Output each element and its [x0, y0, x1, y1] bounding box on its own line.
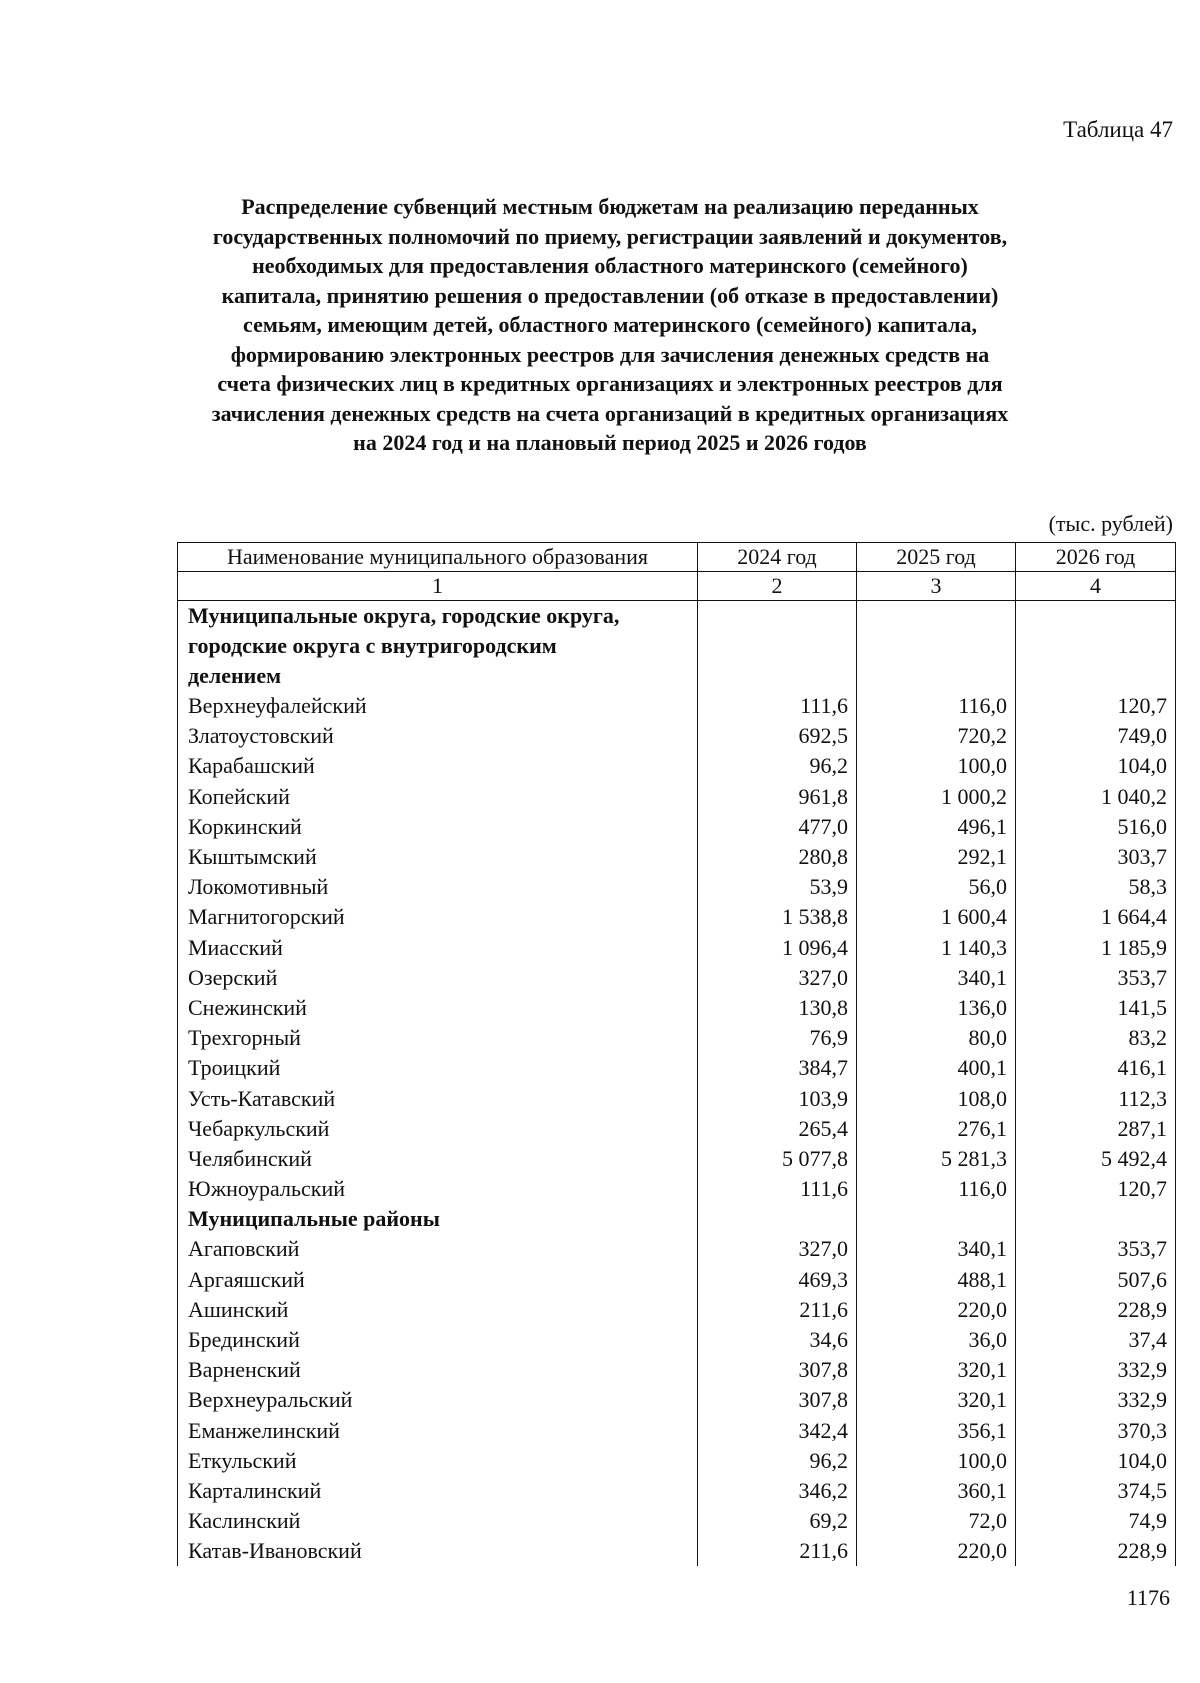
- value-2025: 100,0: [857, 751, 1016, 781]
- table-number: Таблица 47: [1063, 117, 1173, 142]
- table-row: [178, 1506, 1176, 1536]
- value-2024: 111,6: [698, 1174, 857, 1204]
- municipality-name: Миасский: [178, 933, 698, 963]
- municipality-name: Троицкий: [178, 1053, 698, 1083]
- value-2026: 332,9: [1016, 1355, 1176, 1385]
- municipality-name: Чебаркульский: [178, 1114, 698, 1144]
- value-2026: 120,7: [1016, 691, 1176, 721]
- municipality-name: Снежинский: [178, 993, 698, 1023]
- value-2025: 320,1: [857, 1385, 1016, 1415]
- title-line: зачисления денежных средств на счета организаций в кредитных организациях: [211, 400, 1009, 426]
- value-2026: 516,0: [1016, 812, 1176, 842]
- title-line: Распределение субвенций местным бюджетам на реализацию переданных: [241, 194, 979, 219]
- value-2025: 320,1: [857, 1355, 1016, 1385]
- municipality-name: Еманжелинский: [178, 1416, 698, 1446]
- municipality-name: Южноуральский: [178, 1174, 698, 1204]
- value-2025: 400,1: [857, 1053, 1016, 1083]
- value-2026: 303,7: [1016, 842, 1176, 872]
- value-2025: 496,1: [857, 812, 1016, 842]
- table-row: [178, 1325, 1176, 1355]
- value-2025: 108,0: [857, 1083, 1016, 1113]
- value-2025: 720,2: [857, 721, 1016, 751]
- value-2024: 469,3: [698, 1265, 857, 1295]
- table-row: [178, 1083, 1176, 1113]
- empty-cell: [698, 1204, 857, 1234]
- value-2026: 37,4: [1016, 1325, 1176, 1355]
- municipality-name: Златоустовский: [178, 721, 698, 751]
- value-2024: 76,9: [698, 1023, 857, 1053]
- value-2025: 100,0: [857, 1446, 1016, 1476]
- municipality-name: Челябинский: [178, 1144, 698, 1174]
- value-2024: 5 077,8: [698, 1144, 857, 1174]
- value-2025: 276,1: [857, 1114, 1016, 1144]
- municipality-name: Ашинский: [178, 1295, 698, 1325]
- section-row: [178, 601, 1176, 692]
- section-title: Муниципальные районы: [178, 1204, 698, 1234]
- municipality-name: Каслинский: [178, 1506, 698, 1536]
- value-2026: 104,0: [1016, 751, 1176, 781]
- title-line: капитала, принятию решения о предоставлении (об отказе в предоставлении): [221, 282, 999, 308]
- empty-cell: [1016, 601, 1176, 692]
- value-2026: 58,3: [1016, 872, 1176, 902]
- municipality-name: Трехгорный: [178, 1023, 698, 1053]
- value-2025: 220,0: [857, 1295, 1016, 1325]
- table-body: [178, 601, 1176, 1567]
- municipality-name: Усть-Катавский: [178, 1083, 698, 1113]
- value-2025: 356,1: [857, 1416, 1016, 1446]
- value-2025: 292,1: [857, 842, 1016, 872]
- value-2026: 228,9: [1016, 1536, 1176, 1566]
- value-2026: 5 492,4: [1016, 1144, 1176, 1174]
- title-line: счета физических лиц в кредитных организациях и электронных реестров для: [217, 371, 1003, 396]
- value-2024: 34,6: [698, 1325, 857, 1355]
- column-index: 4: [1016, 572, 1176, 601]
- municipality-name: Верхнеуфалейский: [178, 691, 698, 721]
- table-row: [178, 993, 1176, 1023]
- value-2024: 211,6: [698, 1536, 857, 1566]
- value-2025: 56,0: [857, 872, 1016, 902]
- value-2025: 36,0: [857, 1325, 1016, 1355]
- municipality-name: Карабашский: [178, 751, 698, 781]
- value-2025: 340,1: [857, 1234, 1016, 1264]
- value-2026: 120,7: [1016, 1174, 1176, 1204]
- table-row: [178, 1295, 1176, 1325]
- value-2026: 112,3: [1016, 1083, 1176, 1113]
- table-row: [178, 1385, 1176, 1415]
- value-2024: 477,0: [698, 812, 857, 842]
- column-index: 1: [178, 572, 698, 601]
- value-2024: 96,2: [698, 1446, 857, 1476]
- value-2025: 220,0: [857, 1536, 1016, 1566]
- title-line: формированию электронных реестров для зачисления денежных средств на: [230, 341, 990, 367]
- value-2024: 961,8: [698, 782, 857, 812]
- table-row: [178, 691, 1176, 721]
- value-2024: 103,9: [698, 1083, 857, 1113]
- title-line: государственных полномочий по приему, регистрации заявлений и документов,: [212, 223, 1008, 249]
- value-2025: 116,0: [857, 691, 1016, 721]
- value-2026: 332,9: [1016, 1385, 1176, 1415]
- table-row: [178, 782, 1176, 812]
- value-2024: 53,9: [698, 872, 857, 902]
- value-2026: 1 040,2: [1016, 782, 1176, 812]
- value-2024: 111,6: [698, 691, 857, 721]
- value-2024: 692,5: [698, 721, 857, 751]
- table-row: [178, 1053, 1176, 1083]
- value-2025: 80,0: [857, 1023, 1016, 1053]
- value-2026: 370,3: [1016, 1416, 1176, 1446]
- empty-cell: [857, 601, 1016, 692]
- table-row: [178, 933, 1176, 963]
- municipality-name: Катав-Ивановский: [178, 1536, 698, 1566]
- document-title: [170, 192, 1050, 458]
- municipality-name: Кыштымский: [178, 842, 698, 872]
- column-index: 3: [857, 572, 1016, 601]
- municipality-name: Коркинский: [178, 812, 698, 842]
- value-2024: 69,2: [698, 1506, 857, 1536]
- municipality-name: Карталинский: [178, 1476, 698, 1506]
- value-2025: 360,1: [857, 1476, 1016, 1506]
- column-header-2026: 2026 год: [1016, 543, 1176, 572]
- value-2026: 416,1: [1016, 1053, 1176, 1083]
- value-2024: 96,2: [698, 751, 857, 781]
- value-2025: 1 000,2: [857, 782, 1016, 812]
- column-header-2025: 2025 год: [857, 543, 1016, 572]
- page-number: 1176: [1126, 1585, 1170, 1610]
- column-header-2024: 2024 год: [698, 543, 857, 572]
- municipality-name: Магнитогорский: [178, 902, 698, 932]
- table-row: [178, 1174, 1176, 1204]
- table-row: [178, 1114, 1176, 1144]
- section-title: Муниципальные округа, городские округа, городские округа с внутригородским делением: [178, 601, 698, 692]
- table-row: [178, 1536, 1176, 1566]
- value-2024: 280,8: [698, 842, 857, 872]
- value-2024: 342,4: [698, 1416, 857, 1446]
- value-2024: 384,7: [698, 1053, 857, 1083]
- table-row: [178, 1355, 1176, 1385]
- municipality-name: Варненский: [178, 1355, 698, 1385]
- value-2025: 116,0: [857, 1174, 1016, 1204]
- table-row: [178, 963, 1176, 993]
- table-row: [178, 751, 1176, 781]
- column-header-name: Наименование муниципального образования: [178, 543, 698, 572]
- table-row: [178, 902, 1176, 932]
- table-row: [178, 1476, 1176, 1506]
- value-2025: 136,0: [857, 993, 1016, 1023]
- value-2026: 749,0: [1016, 721, 1176, 751]
- table-row: [178, 1234, 1176, 1264]
- value-2024: 211,6: [698, 1295, 857, 1325]
- empty-cell: [698, 601, 857, 692]
- value-2026: 228,9: [1016, 1295, 1176, 1325]
- value-2024: 327,0: [698, 963, 857, 993]
- value-2024: 327,0: [698, 1234, 857, 1264]
- units-label: (тыс. рублей): [1048, 511, 1173, 536]
- table-row: [178, 872, 1176, 902]
- subvention-table: [177, 542, 1176, 1566]
- value-2024: 130,8: [698, 993, 857, 1023]
- value-2025: 72,0: [857, 1506, 1016, 1536]
- title-line: на 2024 год и на плановый период 2025 и 2026 годов: [353, 430, 867, 455]
- table-row: [178, 1265, 1176, 1295]
- value-2026: 1 185,9: [1016, 933, 1176, 963]
- value-2026: 83,2: [1016, 1023, 1176, 1053]
- value-2026: 1 664,4: [1016, 902, 1176, 932]
- value-2025: 5 281,3: [857, 1144, 1016, 1174]
- empty-cell: [857, 1204, 1016, 1234]
- title-line: семьям, имеющим детей, областного материнского (семейного) капитала,: [243, 312, 977, 337]
- table-row: [178, 1144, 1176, 1174]
- table-row: [178, 842, 1176, 872]
- value-2026: 374,5: [1016, 1476, 1176, 1506]
- value-2024: 1 096,4: [698, 933, 857, 963]
- value-2025: 1 140,3: [857, 933, 1016, 963]
- municipality-name: Еткульский: [178, 1446, 698, 1476]
- value-2026: 287,1: [1016, 1114, 1176, 1144]
- value-2026: 507,6: [1016, 1265, 1176, 1295]
- value-2025: 340,1: [857, 963, 1016, 993]
- table-row: [178, 1416, 1176, 1446]
- value-2025: 1 600,4: [857, 902, 1016, 932]
- municipality-name: Локомотивный: [178, 872, 698, 902]
- column-index-row: [178, 572, 1176, 601]
- value-2025: 488,1: [857, 1265, 1016, 1295]
- table-row: [178, 1023, 1176, 1053]
- value-2024: 307,8: [698, 1385, 857, 1415]
- value-2024: 265,4: [698, 1114, 857, 1144]
- value-2024: 1 538,8: [698, 902, 857, 932]
- section-row: [178, 1204, 1176, 1234]
- municipality-name: Копейский: [178, 782, 698, 812]
- value-2024: 346,2: [698, 1476, 857, 1506]
- value-2026: 104,0: [1016, 1446, 1176, 1476]
- value-2026: 74,9: [1016, 1506, 1176, 1536]
- municipality-name: Агаповский: [178, 1234, 698, 1264]
- table-row: [178, 812, 1176, 842]
- value-2026: 353,7: [1016, 1234, 1176, 1264]
- value-2024: 307,8: [698, 1355, 857, 1385]
- municipality-name: Аргаяшский: [178, 1265, 698, 1295]
- municipality-name: Верхнеуральский: [178, 1385, 698, 1415]
- value-2026: 141,5: [1016, 993, 1176, 1023]
- empty-cell: [1016, 1204, 1176, 1234]
- table-row: [178, 1446, 1176, 1476]
- column-index: 2: [698, 572, 857, 601]
- value-2026: 353,7: [1016, 963, 1176, 993]
- table-row: [178, 721, 1176, 751]
- municipality-name: Озерский: [178, 963, 698, 993]
- header-row: [178, 543, 1176, 572]
- title-line: необходимых для предоставления областного материнского (семейного): [252, 253, 968, 278]
- municipality-name: Брединский: [178, 1325, 698, 1355]
